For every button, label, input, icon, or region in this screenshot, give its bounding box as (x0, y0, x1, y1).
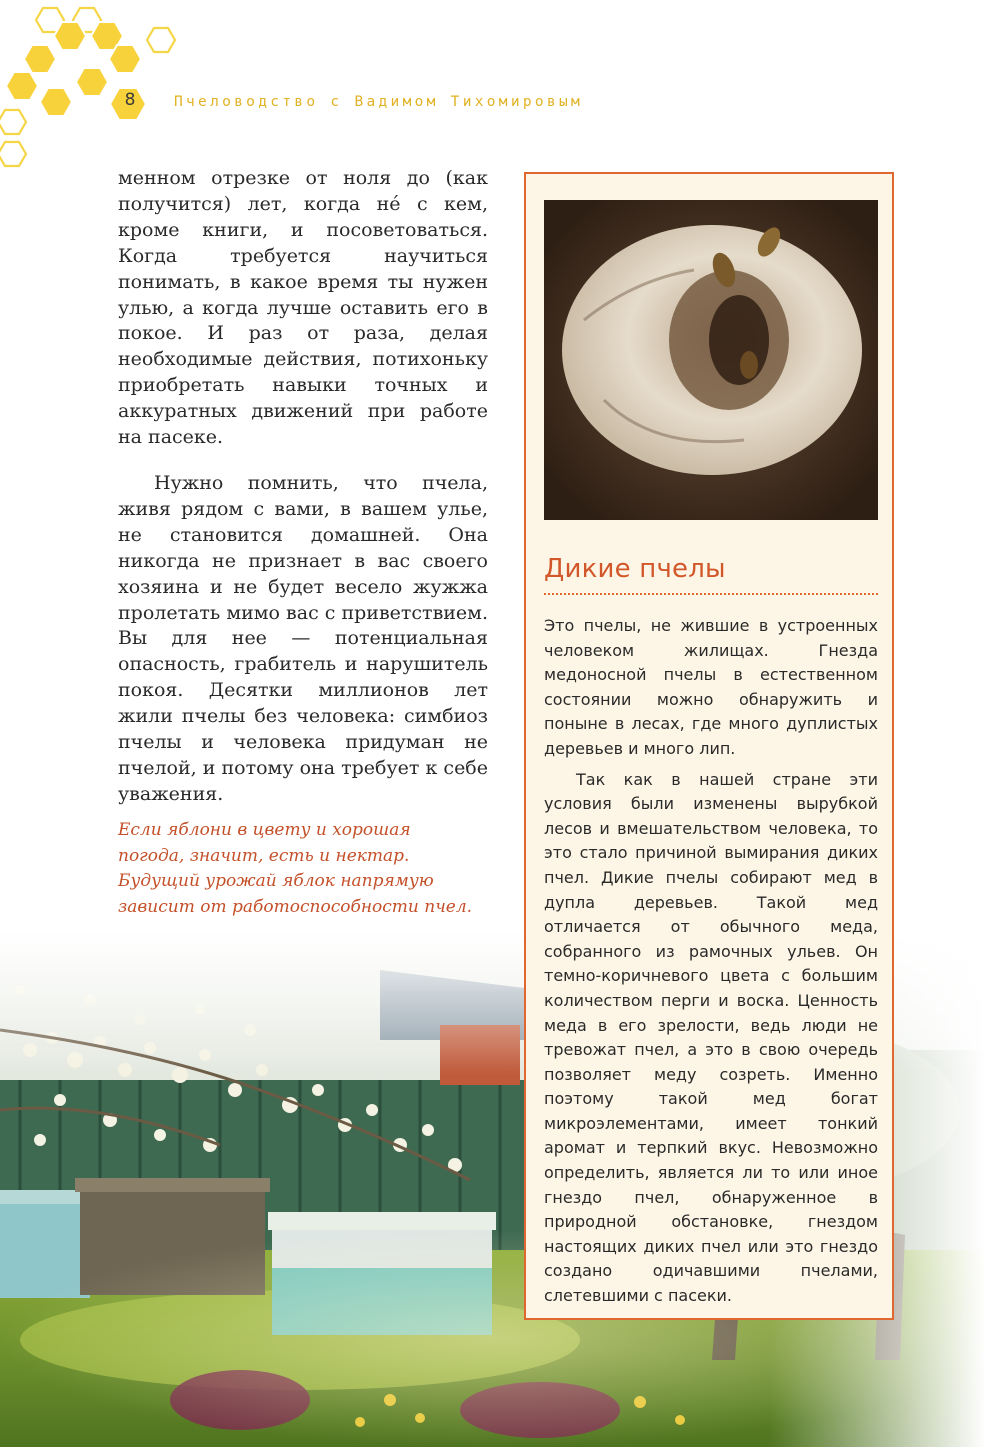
pull-quote (118, 818, 498, 920)
honeycomb-decoration (0, 0, 200, 170)
tree-hollow-photo (544, 200, 878, 520)
sidebar-title: Дикие пчелы (544, 554, 726, 584)
body-paragraph-1: менном отрезке от ноля до (как получится) лет, когда не́ с кем, кроме книги, и посоветоваться. Когда требуется научиться понимать, в какое время ты нужен улью, а когда лучше оставить его в покое. И раз от раза, делая необходимые действия, потихоньку приобретать навыки точных и аккуратных движений при работе на пасеке. (118, 167, 488, 449)
body-paragraph-2: Нужно помнить, что пчела, живя рядом с вами, в вашем улье, не становится домашней. Она никогда не признает в вас своего хозяина и не будет весело жужжа пролетать мимо вас с приветствием. Вы для нее — потенциальная опасность, грабитель и нарушитель покоя. Десятки миллионов лет жили пчелы без человека: симбиоз пчелы и человека придуман не пчелой, и потому она требует к себе уважения. (118, 471, 488, 805)
quote-line: Будущий урожай яблок напрямую (118, 871, 434, 891)
sidebar-paragraph-2: Так как в нашей стране эти условия были изменены вырубкой лесов и вмешательством человека, то это стало причиной вымирания диких пчел. Дикие пчелы собирают мед в дупла деревьев. Такой мед отличается от обычного меда, собранного из рамочных ульев. Он темно-коричневого цвета с большим количеством перги и воска. Ценность меда в его зрелости, ведь люди не тревожат пчел, а это в свою очередь позволяет меду созреть. Именно поэтому такой мед богат микроэлементами, имеет тонкий аромат и терпкий вкус. Невозможно определить, является ли то или иное гнездо пчел, обнаруженное в природной обстановке, гнездом настоящих диких пчел или это гнездо создано одичавшими пчелами, слетевшими с пасеки. (544, 769, 878, 1306)
quote-line: зависит от работоспособности пчел. (118, 896, 473, 917)
page-number: 8 (124, 90, 136, 110)
sidebar-box (524, 172, 894, 1320)
sidebar-paragraph-1: Это пчелы, не жившие в устроенных человеком жилищах. Гнезда медоносной пчелы в естественном состоянии можно обнаружить и поныне в лесах, где много дуплистых деревьев и много лип. (544, 616, 878, 758)
dotted-divider (544, 593, 878, 595)
running-head: Пчеловодство с Вадимом Тихомировым (174, 94, 584, 110)
body-text (118, 166, 488, 808)
quote-line: Если яблони в цвету и хорошая (118, 820, 411, 840)
quote-line: погода, значит, есть и нектар. (118, 845, 410, 866)
sidebar-text (544, 614, 878, 1309)
